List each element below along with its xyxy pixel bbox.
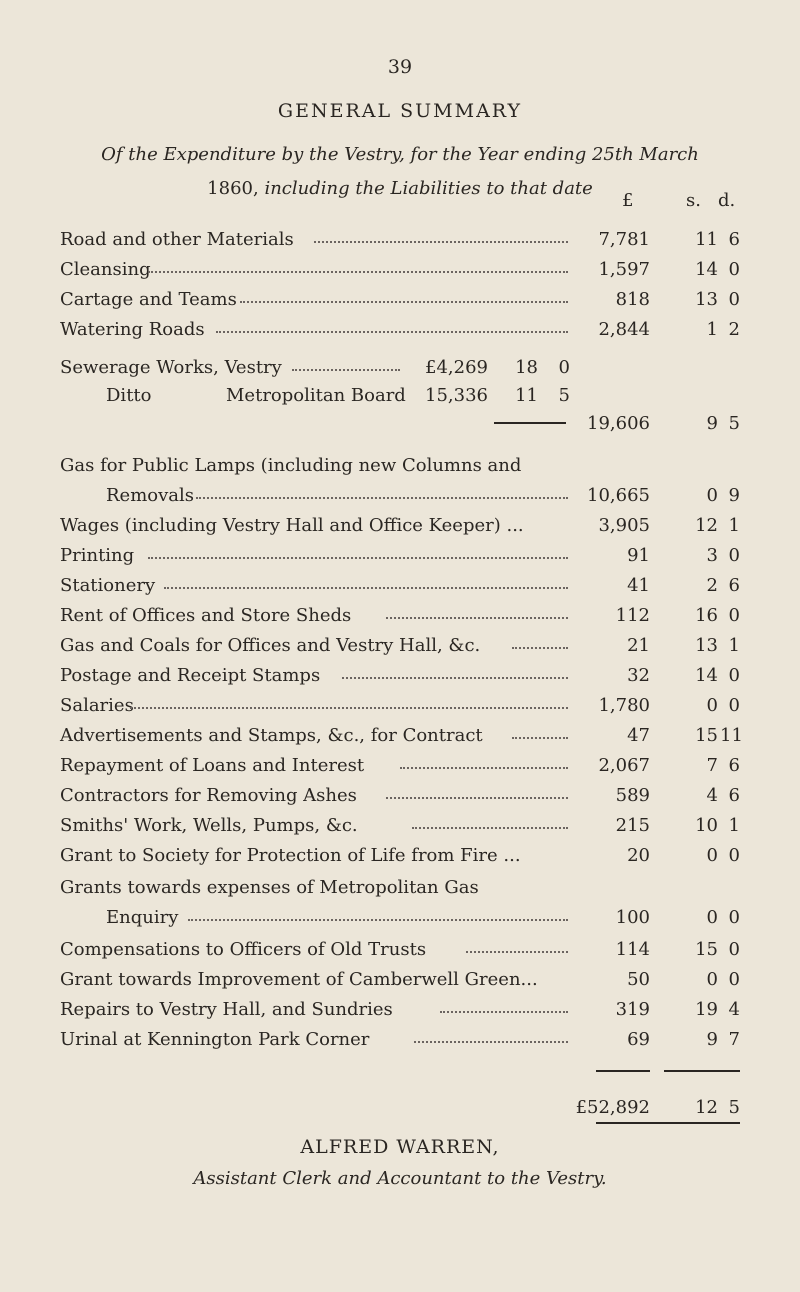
leader-dots	[240, 301, 568, 303]
row-pence: 6	[728, 575, 740, 596]
row-pence: 0	[728, 289, 740, 310]
total-underline	[596, 1122, 740, 1124]
table-row	[0, 806, 800, 836]
signature-title: Assistant Clerk and Accountant to the Vestry.	[193, 1168, 607, 1189]
leader-dots	[164, 587, 568, 589]
row-pounds: 2,067	[598, 755, 650, 776]
row-pence: 0	[728, 907, 740, 928]
sewerage-vestry-row	[0, 348, 800, 378]
row-pounds: 818	[615, 289, 650, 310]
row-pounds: 1,597	[598, 259, 650, 280]
table-row	[0, 776, 800, 806]
row-label: Advertisements and Stamps, &c., for Contract	[60, 725, 483, 746]
table-row	[0, 310, 800, 340]
total-pounds: £52,892	[575, 1097, 650, 1118]
table-row	[0, 280, 800, 310]
row-shillings: 14	[695, 259, 718, 280]
leader-dots	[314, 241, 568, 243]
subtitle-year: 1860,	[207, 178, 259, 199]
row-pence: 0	[728, 845, 740, 866]
leader-dots	[196, 497, 568, 499]
leader-dots	[440, 1011, 568, 1013]
row-pence: 6	[728, 755, 740, 776]
row-label: Compensations to Officers of Old Trusts	[60, 939, 427, 960]
row-pounds: 7,781	[598, 229, 650, 250]
row-pounds: 2,844	[598, 319, 650, 340]
column-head-pounds: £	[622, 190, 634, 211]
row-shillings: 13	[695, 289, 718, 310]
grants-row-line-1	[0, 868, 800, 898]
table-row	[0, 506, 800, 536]
row-shillings: 7	[706, 755, 718, 776]
row-pounds: 1,780	[598, 695, 650, 716]
row-pence: 0	[728, 695, 740, 716]
row-label: Grants towards expenses of Metropolitan Gas	[60, 877, 479, 898]
table-row	[0, 626, 800, 656]
table-row	[0, 596, 800, 626]
sub-pounds: 15,336	[425, 385, 488, 406]
row-shillings: 3	[706, 545, 718, 566]
leader-dots	[400, 767, 568, 769]
row-label: Sewerage Works, Vestry	[60, 357, 282, 378]
total-rule-shillings-pence	[664, 1070, 740, 1072]
row-shillings: 15	[695, 939, 718, 960]
row-pounds: 319	[615, 999, 650, 1020]
leader-dots	[188, 919, 568, 921]
row-pounds: 41	[627, 575, 650, 596]
row-pounds: 589	[615, 785, 650, 806]
row-pence: 1	[728, 515, 740, 536]
row-label: Repairs to Vestry Hall, and Sundries	[60, 999, 393, 1020]
leader-dots	[414, 1041, 568, 1043]
ditto-label: Ditto	[106, 385, 152, 406]
table-row	[0, 656, 800, 686]
row-pounds: 69	[627, 1029, 650, 1050]
leader-dots	[130, 707, 568, 709]
row-pounds: 112	[615, 605, 650, 626]
row-shillings: 11	[695, 229, 718, 250]
row-pence: 6	[728, 785, 740, 806]
row-pounds: 114	[615, 939, 650, 960]
row-label: Salaries	[60, 695, 134, 716]
row-pounds: 10,665	[587, 485, 650, 506]
row-label: Printing	[60, 545, 135, 566]
table-row	[0, 1020, 800, 1050]
row-pence: 11	[720, 725, 743, 746]
row-shillings: 13	[695, 635, 718, 656]
row-label: Repayment of Loans and Interest	[60, 755, 365, 776]
subtitle-line-2	[28, 172, 772, 206]
summary-subtitle	[28, 138, 772, 206]
gas-row-line-2	[0, 476, 800, 506]
row-shillings: 10	[695, 815, 718, 836]
table-row	[0, 536, 800, 566]
table-row	[0, 930, 800, 960]
leader-dots	[412, 827, 568, 829]
row-shillings: 0	[706, 845, 718, 866]
row-label: Watering Roads	[60, 319, 205, 340]
table-row	[0, 686, 800, 716]
row-pence: 9	[728, 485, 740, 506]
leader-dots	[386, 797, 568, 799]
total-shillings: 12	[695, 1097, 718, 1118]
signature-name: ALFRED WARREN,	[300, 1136, 500, 1158]
row-pounds: 20	[627, 845, 650, 866]
row-pounds: 21	[627, 635, 650, 656]
table-row	[0, 716, 800, 746]
gas-row-line-1	[0, 446, 800, 476]
row-pence: 1	[728, 635, 740, 656]
leader-dots	[292, 369, 400, 371]
row-pence: 6	[728, 229, 740, 250]
sewerage-total-row	[0, 404, 800, 434]
sub-shillings: 11	[515, 385, 538, 406]
table-row	[0, 960, 800, 990]
row-label: Smiths' Work, Wells, Pumps, &c.	[60, 815, 358, 836]
row-shillings: 16	[695, 605, 718, 626]
leader-dots	[386, 617, 568, 619]
row-shillings: 14	[695, 665, 718, 686]
row-shillings: 0	[706, 485, 718, 506]
row-pounds: 19,606	[587, 413, 650, 434]
leader-dots	[148, 557, 568, 559]
row-pence: 0	[728, 605, 740, 626]
total-pence: 5	[728, 1097, 740, 1118]
grants-row-line-2	[0, 898, 800, 928]
row-shillings: 15	[695, 725, 718, 746]
row-label: Grant towards Improvement of Camberwell Green...	[60, 969, 538, 990]
row-pounds: 3,905	[598, 515, 650, 536]
row-pence: 0	[728, 259, 740, 280]
table-row	[0, 836, 800, 866]
subtitle-line-1: Of the Expenditure by the Vestry, for the Year ending 25th March	[101, 144, 699, 165]
row-pence: 1	[728, 815, 740, 836]
row-pence: 0	[728, 545, 740, 566]
row-pounds: 32	[627, 665, 650, 686]
row-label: Cartage and Teams	[60, 289, 237, 310]
grand-total-row	[0, 1088, 800, 1118]
total-rule-pounds	[596, 1070, 650, 1072]
row-pounds: 100	[615, 907, 650, 928]
row-pence: 0	[728, 665, 740, 686]
leader-dots	[466, 951, 568, 953]
row-pence: 5	[728, 413, 740, 434]
row-label: Urinal at Kennington Park Corner	[60, 1029, 370, 1050]
row-shillings: 19	[695, 999, 718, 1020]
row-label: Removals	[106, 485, 195, 506]
leader-dots	[342, 677, 568, 679]
row-pounds: 47	[627, 725, 650, 746]
row-shillings: 0	[706, 695, 718, 716]
page-number: 39	[387, 56, 413, 78]
row-shillings: 9	[706, 1029, 718, 1050]
row-label: Grant to Society for Protection of Life from Fire ...	[60, 845, 521, 866]
row-shillings: 1	[706, 319, 718, 340]
table-row	[0, 250, 800, 280]
sub-pence: 5	[558, 385, 570, 406]
subtitle-line-2-text: including the Liabilities to that date	[264, 178, 593, 199]
table-row	[0, 566, 800, 596]
row-label: Gas for Public Lamps (including new Columns and	[60, 455, 522, 476]
summary-heading: GENERAL SUMMARY	[277, 100, 523, 122]
row-pence: 4	[728, 999, 740, 1020]
sewerage-board-row	[0, 376, 800, 406]
row-label: Postage and Receipt Stamps	[60, 665, 321, 686]
row-label: Contractors for Removing Ashes	[60, 785, 357, 806]
row-label: Stationery	[60, 575, 156, 596]
row-pounds: 50	[627, 969, 650, 990]
row-label: Road and other Materials	[60, 229, 294, 250]
row-shillings: 2	[706, 575, 718, 596]
table-row	[0, 990, 800, 1020]
row-pence: 2	[728, 319, 740, 340]
column-head-pence: d.	[718, 190, 736, 211]
leader-dots	[216, 331, 568, 333]
leader-dots	[148, 271, 568, 273]
row-pounds: 215	[615, 815, 650, 836]
sub-pence: 0	[558, 357, 570, 378]
sub-shillings: 18	[515, 357, 538, 378]
row-pence: 0	[728, 969, 740, 990]
board-label: Metropolitan Board	[226, 385, 406, 406]
row-shillings: 9	[706, 413, 718, 434]
row-shillings: 0	[706, 907, 718, 928]
row-pounds: 91	[627, 545, 650, 566]
sub-pounds: £4,269	[425, 357, 488, 378]
row-shillings: 0	[706, 969, 718, 990]
row-pence: 7	[728, 1029, 740, 1050]
column-head-shillings: s.	[686, 190, 701, 211]
leader-dots	[512, 647, 568, 649]
row-label: Rent of Offices and Store Sheds	[60, 605, 352, 626]
row-pence: 0	[728, 939, 740, 960]
row-label: Cleansing	[60, 259, 151, 280]
leader-dots	[512, 737, 568, 739]
row-shillings: 4	[706, 785, 718, 806]
row-label: Wages (including Vestry Hall and Office Keeper) ...	[60, 515, 524, 536]
row-label: Gas and Coals for Offices and Vestry Hall, &c.	[60, 635, 481, 656]
row-shillings: 12	[695, 515, 718, 536]
table-row	[0, 220, 800, 250]
row-label: Enquiry	[106, 907, 179, 928]
table-row	[0, 746, 800, 776]
